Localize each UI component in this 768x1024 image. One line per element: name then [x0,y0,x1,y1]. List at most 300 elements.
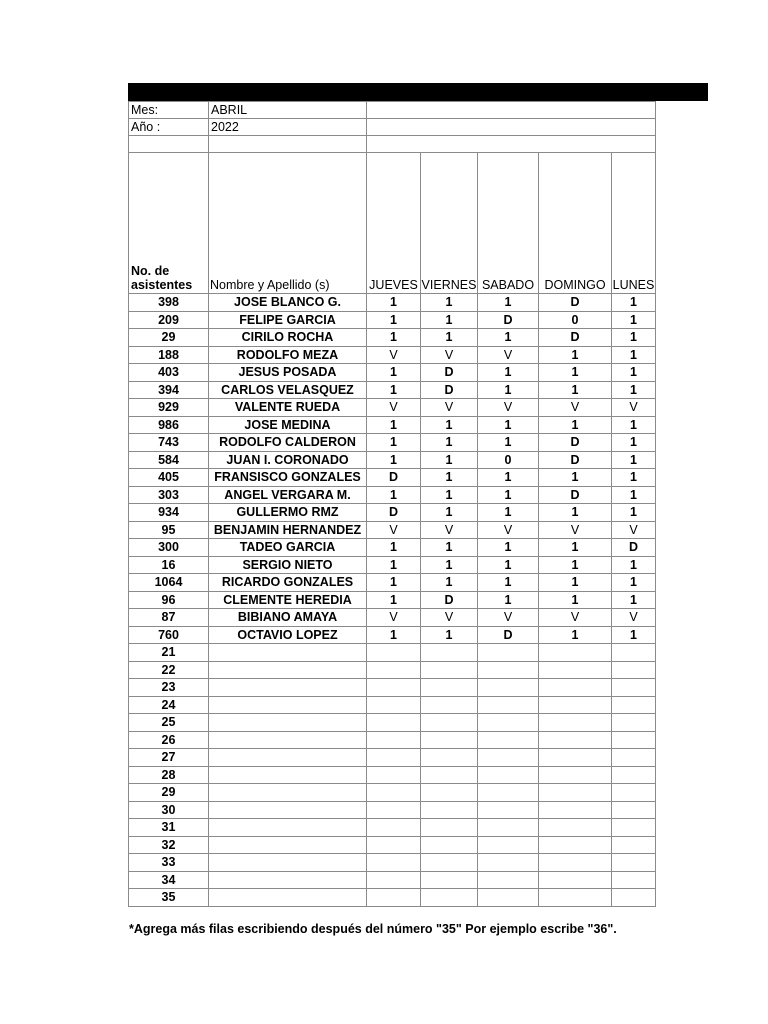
footnote: *Agrega más filas escribiendo después del número "35" Por ejemplo escribe "36". [129,922,617,936]
attendance-cell[interactable]: 0 [539,311,612,329]
attendee-number-cell[interactable]: 95 [129,521,209,539]
attendance-cell[interactable] [539,836,612,854]
attendance-cell[interactable]: 1 [478,434,539,452]
attendance-cell[interactable]: V [478,399,539,417]
attendee-number-cell[interactable]: 87 [129,609,209,627]
attendance-cell[interactable]: 1 [367,416,421,434]
attendee-number-cell[interactable]: 24 [129,696,209,714]
attendance-cell[interactable]: 1 [367,556,421,574]
attendance-cell[interactable] [367,679,421,697]
attendance-cell[interactable]: D [539,486,612,504]
attendance-cell[interactable]: 1 [539,574,612,592]
attendee-number-cell[interactable]: 30 [129,801,209,819]
attendance-cell[interactable]: 1 [421,556,478,574]
attendee-number-cell[interactable]: 209 [129,311,209,329]
attendee-number-cell[interactable]: 394 [129,381,209,399]
attendance-cell[interactable] [612,819,656,837]
attendee-name-cell[interactable]: OCTAVIO LOPEZ [209,626,367,644]
attendance-cell[interactable] [539,661,612,679]
attendance-cell[interactable]: 1 [478,329,539,347]
col-header-day: SABADO [478,153,539,294]
attendance-cell[interactable]: 1 [539,556,612,574]
attendance-cell[interactable]: D [539,434,612,452]
attendance-cell[interactable] [612,801,656,819]
attendee-name-cell[interactable] [209,714,367,732]
attendance-cell[interactable] [612,714,656,732]
month-value[interactable]: ABRIL [209,102,367,119]
attendance-cell[interactable] [421,661,478,679]
attendance-cell[interactable]: 1 [367,311,421,329]
attendance-cell[interactable]: 1 [612,626,656,644]
attendee-number-cell[interactable]: 96 [129,591,209,609]
attendee-name-cell[interactable] [209,679,367,697]
table-row [129,819,656,837]
attendance-cell[interactable] [367,644,421,662]
attendance-cell[interactable]: 1 [612,311,656,329]
attendance-cell[interactable]: V [367,609,421,627]
attendance-cell[interactable]: D [539,294,612,312]
attendance-cell[interactable] [612,889,656,907]
header-table [128,101,656,153]
col-header-day: VIERNES [421,153,478,294]
attendance-cell[interactable] [612,836,656,854]
attendance-cell[interactable] [421,801,478,819]
attendee-name-cell[interactable]: CLEMENTE HEREDIA [209,591,367,609]
attendance-cell[interactable] [367,819,421,837]
table-row [129,521,656,539]
attendee-number-cell[interactable]: 29 [129,784,209,802]
attendance-cell[interactable] [478,871,539,889]
attendance-cell[interactable] [367,731,421,749]
attendance-cell[interactable] [478,661,539,679]
table-row [129,539,656,557]
attendance-cell[interactable] [421,696,478,714]
attendance-cell[interactable] [478,749,539,767]
attendee-name-cell[interactable]: CARLOS VELASQUEZ [209,381,367,399]
attendance-cell[interactable]: V [539,521,612,539]
attendance-cell[interactable] [539,784,612,802]
attendance-cell[interactable]: 1 [612,504,656,522]
attendance-cell[interactable]: V [539,609,612,627]
table-row [129,294,656,312]
col-header-day: DOMINGO [539,153,612,294]
attendance-cell[interactable]: D [478,311,539,329]
attendee-number-cell[interactable]: 934 [129,504,209,522]
month-extra-cell[interactable] [367,102,656,119]
col-header-name: Nombre y Apellido (s) [209,153,367,294]
attendance-cell[interactable] [539,749,612,767]
attendee-name-cell[interactable] [209,871,367,889]
attendance-cell[interactable]: D [421,591,478,609]
attendance-cell[interactable]: 1 [539,504,612,522]
table-row [129,346,656,364]
attendance-cell[interactable]: 1 [421,469,478,487]
table-row [129,574,656,592]
column-header-row [129,153,656,294]
attendance-cell[interactable]: 0 [478,451,539,469]
year-extra-cell[interactable] [367,119,656,136]
attendance-cell[interactable]: V [612,399,656,417]
attendance-cell[interactable]: 1 [539,346,612,364]
attendance-cell[interactable] [612,749,656,767]
year-row [129,119,656,136]
attendance-cell[interactable] [539,854,612,872]
table-row [129,784,656,802]
attendance-cell[interactable]: V [421,521,478,539]
attendee-name-cell[interactable]: FRANSISCO GONZALES [209,469,367,487]
attendance-cell[interactable] [421,714,478,732]
attendance-cell[interactable] [367,784,421,802]
attendance-cell[interactable]: 1 [539,364,612,382]
attendee-number-cell[interactable]: 300 [129,539,209,557]
attendance-cell[interactable]: 1 [612,574,656,592]
col-header-day: JUEVES [367,153,421,294]
attendee-name-cell[interactable]: RODOLFO CALDERON [209,434,367,452]
attendance-cell[interactable]: 1 [367,294,421,312]
attendee-name-cell[interactable] [209,749,367,767]
attendee-number-cell[interactable]: 986 [129,416,209,434]
attendee-number-cell[interactable]: 303 [129,486,209,504]
attendance-cell[interactable] [478,714,539,732]
attendee-name-cell[interactable]: BIBIANO AMAYA [209,609,367,627]
attendee-name-cell[interactable]: JOSE MEDINA [209,416,367,434]
attendance-cell[interactable] [612,766,656,784]
attendance-cell[interactable] [478,836,539,854]
attendance-cell[interactable] [539,766,612,784]
attendance-cell[interactable]: D [539,329,612,347]
table-row [129,469,656,487]
attendance-cell[interactable]: 1 [612,486,656,504]
attendance-cell[interactable]: 1 [612,294,656,312]
title-bar [128,83,708,101]
attendance-cell[interactable] [612,784,656,802]
attendance-cell[interactable]: 1 [612,329,656,347]
blank-cell[interactable] [209,136,367,153]
attendance-cell[interactable]: 1 [612,346,656,364]
attendee-number-cell[interactable]: 403 [129,364,209,382]
attendance-cell[interactable]: 1 [478,294,539,312]
attendance-cell[interactable]: D [421,381,478,399]
year-label: Año : [129,119,209,136]
attendance-cell[interactable] [478,766,539,784]
table-row [129,889,656,907]
attendance-cell[interactable] [612,731,656,749]
attendee-number-cell[interactable]: 16 [129,556,209,574]
attendance-cell[interactable] [539,871,612,889]
attendance-cell[interactable] [367,871,421,889]
attendee-number-cell[interactable]: 21 [129,644,209,662]
attendance-cell[interactable]: 1 [612,416,656,434]
attendee-number-cell[interactable]: 27 [129,749,209,767]
attendance-cell[interactable]: 1 [612,381,656,399]
attendee-number-cell[interactable]: 929 [129,399,209,417]
attendance-cell[interactable] [478,696,539,714]
attendee-name-cell[interactable]: GULLERMO RMZ [209,504,367,522]
attendance-cell[interactable]: 1 [612,434,656,452]
table-row [129,591,656,609]
attendance-cell[interactable]: 1 [478,364,539,382]
attendance-cell[interactable]: 1 [539,469,612,487]
attendance-cell[interactable]: D [421,364,478,382]
attendee-name-cell[interactable]: ANGEL VERGARA M. [209,486,367,504]
attendance-cell[interactable]: 1 [421,574,478,592]
table-row [129,329,656,347]
attendance-cell[interactable]: 1 [478,591,539,609]
attendee-number-cell[interactable]: 23 [129,679,209,697]
attendee-name-cell[interactable]: JUAN I. CORONADO [209,451,367,469]
attendance-cell[interactable]: 1 [421,329,478,347]
attendee-name-cell[interactable]: TADEO GARCIA [209,539,367,557]
attendance-cell[interactable]: V [612,521,656,539]
attendance-cell[interactable] [367,766,421,784]
attendance-cell[interactable] [612,871,656,889]
table-row [129,854,656,872]
attendance-cell[interactable]: 1 [478,556,539,574]
table-row [129,696,656,714]
table-row [129,731,656,749]
attendee-number-cell[interactable]: 32 [129,836,209,854]
table-row [129,871,656,889]
attendance-cell[interactable]: D [612,539,656,557]
month-row [129,102,656,119]
attendee-name-cell[interactable]: SERGIO NIETO [209,556,367,574]
table-row [129,714,656,732]
attendance-cell[interactable]: 1 [539,539,612,557]
attendance-cell[interactable] [367,801,421,819]
attendance-cell[interactable]: V [478,521,539,539]
attendance-cell[interactable]: 1 [421,311,478,329]
attendance-cell[interactable]: 1 [367,381,421,399]
table-row [129,381,656,399]
attendance-cell[interactable]: V [367,399,421,417]
attendee-name-cell[interactable]: CIRILO ROCHA [209,329,367,347]
attendance-cell[interactable] [421,679,478,697]
attendance-cell[interactable] [421,766,478,784]
attendance-cell[interactable] [539,679,612,697]
attendee-number-cell[interactable]: 743 [129,434,209,452]
attendance-cell[interactable] [421,854,478,872]
attendee-name-cell[interactable]: RODOLFO MEZA [209,346,367,364]
attendee-name-cell[interactable]: BENJAMIN HERNANDEZ [209,521,367,539]
attendance-cell[interactable]: 1 [367,591,421,609]
month-label: Mes: [129,102,209,119]
attendance-cell[interactable] [539,714,612,732]
attendance-cell[interactable] [478,819,539,837]
attendance-cell[interactable]: 1 [367,626,421,644]
attendance-cell[interactable] [367,889,421,907]
attendance-cell[interactable]: 1 [421,626,478,644]
attendance-cell[interactable] [367,696,421,714]
table-row [129,801,656,819]
attendee-name-cell[interactable]: FELIPE GARCIA [209,311,367,329]
attendance-cell[interactable] [421,784,478,802]
attendee-number-cell[interactable]: 188 [129,346,209,364]
attendance-cell[interactable] [367,836,421,854]
attendance-rows [129,294,656,907]
attendance-cell[interactable] [539,819,612,837]
attendance-cell[interactable]: 1 [478,469,539,487]
table-row [129,311,656,329]
attendance-cell[interactable] [612,644,656,662]
attendance-cell[interactable] [478,889,539,907]
table-row [129,504,656,522]
attendee-name-cell[interactable]: JESUS POSADA [209,364,367,382]
attendance-cell[interactable]: 1 [367,329,421,347]
attendance-cell[interactable] [478,731,539,749]
attendee-number-cell[interactable]: 26 [129,731,209,749]
attendance-cell[interactable]: 1 [421,416,478,434]
attendee-number-cell[interactable]: 31 [129,819,209,837]
attendance-cell[interactable]: 1 [478,416,539,434]
attendance-cell[interactable] [612,679,656,697]
col-header-no: No. de asistentes [129,153,209,294]
table-row [129,679,656,697]
attendance-cell[interactable] [539,801,612,819]
table-row [129,486,656,504]
attendance-cell[interactable]: 1 [421,434,478,452]
attendance-cell[interactable] [478,679,539,697]
attendee-number-cell[interactable]: 405 [129,469,209,487]
attendance-cell[interactable]: V [421,346,478,364]
attendance-cell[interactable] [367,714,421,732]
attendance-cell[interactable]: V [421,609,478,627]
attendee-name-cell[interactable] [209,644,367,662]
attendance-cell[interactable]: 1 [478,504,539,522]
table-row [129,434,656,452]
attendance-cell[interactable]: 1 [421,294,478,312]
attendance-cell[interactable]: 1 [367,486,421,504]
attendance-cell[interactable]: V [612,609,656,627]
attendance-cell[interactable]: 1 [421,539,478,557]
attendance-cell[interactable]: 1 [421,486,478,504]
attendance-cell[interactable] [421,889,478,907]
attendee-name-cell[interactable] [209,854,367,872]
attendee-name-cell[interactable]: RICARDO GONZALES [209,574,367,592]
attendance-cell[interactable] [612,696,656,714]
attendance-cell[interactable]: V [539,399,612,417]
attendance-cell[interactable]: 1 [367,574,421,592]
attendance-cell[interactable]: 1 [539,381,612,399]
table-row [129,836,656,854]
table-row [129,766,656,784]
attendance-cell[interactable] [478,644,539,662]
table-row [129,749,656,767]
attendance-cell[interactable]: D [478,626,539,644]
attendee-number-cell[interactable]: 33 [129,854,209,872]
blank-cell[interactable] [367,136,656,153]
attendance-cell[interactable]: 1 [421,451,478,469]
attendance-cell[interactable] [421,836,478,854]
attendee-name-cell[interactable] [209,661,367,679]
attendance-cell[interactable]: 1 [421,504,478,522]
attendance-table [128,152,656,907]
table-row [129,661,656,679]
attendance-cell[interactable]: 1 [612,556,656,574]
table-row [129,451,656,469]
attendee-number-cell[interactable]: 584 [129,451,209,469]
blank-cell[interactable] [129,136,209,153]
attendance-cell[interactable] [539,644,612,662]
attendance-cell[interactable] [421,819,478,837]
attendee-number-cell[interactable]: 1064 [129,574,209,592]
attendee-name-cell[interactable] [209,801,367,819]
attendee-number-cell[interactable]: 34 [129,871,209,889]
attendance-cell[interactable]: D [367,504,421,522]
attendance-cell[interactable]: 1 [367,451,421,469]
attendance-cell[interactable]: V [478,346,539,364]
attendance-cell[interactable]: V [478,609,539,627]
attendance-cell[interactable] [539,731,612,749]
attendance-cell[interactable] [367,854,421,872]
attendee-name-cell[interactable]: VALENTE RUEDA [209,399,367,417]
attendance-cell[interactable] [478,801,539,819]
attendance-cell[interactable]: 1 [539,416,612,434]
attendee-number-cell[interactable]: 25 [129,714,209,732]
attendance-cell[interactable] [421,731,478,749]
attendance-cell[interactable] [421,871,478,889]
attendee-name-cell[interactable] [209,836,367,854]
table-row [129,399,656,417]
attendance-cell[interactable]: 1 [367,539,421,557]
attendance-cell[interactable]: 1 [612,364,656,382]
attendee-number-cell[interactable]: 760 [129,626,209,644]
attendee-number-cell[interactable]: 35 [129,889,209,907]
attendance-cell[interactable] [478,784,539,802]
attendance-cell[interactable]: 1 [539,591,612,609]
attendee-name-cell[interactable] [209,731,367,749]
attendee-name-cell[interactable] [209,696,367,714]
attendance-cell[interactable] [478,854,539,872]
attendance-cell[interactable] [421,644,478,662]
attendance-cell[interactable] [612,854,656,872]
attendee-number-cell[interactable]: 398 [129,294,209,312]
attendance-cell[interactable]: V [367,346,421,364]
attendance-cell[interactable]: 1 [367,434,421,452]
attendance-cell[interactable]: 1 [612,469,656,487]
attendance-cell[interactable]: 1 [478,486,539,504]
attendance-cell[interactable]: D [367,469,421,487]
attendance-cell[interactable] [539,696,612,714]
attendee-number-cell[interactable]: 22 [129,661,209,679]
attendee-name-cell[interactable] [209,819,367,837]
attendance-cell[interactable]: 1 [367,364,421,382]
attendee-name-cell[interactable]: JOSE BLANCO G. [209,294,367,312]
attendance-cell[interactable]: 1 [478,574,539,592]
attendance-cell[interactable] [539,889,612,907]
year-value[interactable]: 2022 [209,119,367,136]
attendance-cell[interactable]: V [367,521,421,539]
attendance-cell[interactable]: 1 [612,451,656,469]
attendance-cell[interactable]: 1 [612,591,656,609]
attendee-number-cell[interactable]: 29 [129,329,209,347]
attendance-cell[interactable] [367,749,421,767]
attendance-cell[interactable]: 1 [478,539,539,557]
attendance-cell[interactable]: D [539,451,612,469]
table-row [129,626,656,644]
table-row [129,556,656,574]
attendance-cell[interactable]: 1 [478,381,539,399]
attendance-cell[interactable] [367,661,421,679]
attendance-cell[interactable] [612,661,656,679]
attendance-cell[interactable] [421,749,478,767]
attendee-number-cell[interactable]: 28 [129,766,209,784]
attendance-cell[interactable]: V [421,399,478,417]
table-row [129,644,656,662]
attendee-name-cell[interactable] [209,784,367,802]
attendee-name-cell[interactable] [209,889,367,907]
attendee-name-cell[interactable] [209,766,367,784]
attendance-cell[interactable]: 1 [539,626,612,644]
